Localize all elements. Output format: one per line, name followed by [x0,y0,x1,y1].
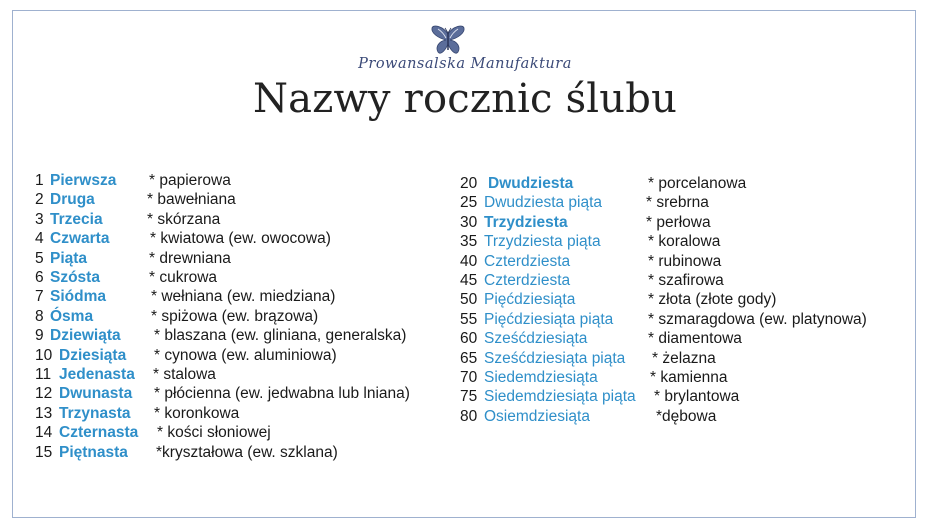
anniversary-name: Trzynasta [59,404,131,422]
anniversary-name: Czterdziesta [484,272,571,289]
anniversary-name: Piętnasta [59,443,128,461]
anniversary-description: * blaszana (ew. gliniana, generalska) [154,327,407,345]
anniversary-name: Czternasta [59,424,139,442]
anniversary-name: Sześćdziesiąta [484,330,588,348]
anniversary-name: Osiemdziesiąta [484,407,590,425]
anniversary-name: Trzecia [50,210,103,228]
anniversary-description: * cynowa (ew. aluminiowa) [154,346,337,364]
anniversary-description: * stalowa [153,366,216,383]
anniversary-number: 12 [35,385,53,403]
anniversary-number: 75 [460,388,478,406]
anniversary-number: 35 [460,233,478,251]
anniversary-description: * perłowa [646,213,711,231]
butterfly-icon [429,24,467,58]
anniversary-number: 60 [460,330,478,348]
anniversary-number: 13 [35,404,53,422]
anniversary-description: *dębowa [656,407,717,425]
anniversary-name: Pięćdziesiąta [484,291,576,309]
anniversary-name: Czwarta [50,230,110,248]
anniversary-number: 25 [460,194,478,212]
anniversary-description: * brylantowa [654,388,740,406]
anniversary-name: Czterdziesta [484,252,571,270]
anniversary-name: Dwudziesta [488,175,574,192]
anniversary-number: 1 [35,172,44,189]
anniversary-number: 14 [35,424,53,442]
anniversary-name: Piąta [50,249,88,267]
anniversary-number: 5 [35,249,44,267]
anniversary-number: 80 [460,407,478,425]
anniversary-description: * szafirowa [648,272,724,289]
anniversary-number: 9 [35,327,44,345]
anniversary-description: * żelazna [652,349,716,367]
anniversary-description: * papierowa [149,172,231,189]
anniversary-name: Siedemdziesiąta [484,369,598,386]
anniversary-number: 4 [35,230,44,248]
anniversary-description: * skórzana [147,210,221,228]
anniversary-name: Jedenasta [59,366,135,383]
anniversary-description: * kamienna [650,369,728,386]
anniversary-number: 15 [35,443,53,461]
anniversary-name: Pięćdziesiąta piąta [484,310,614,328]
anniversary-description: * kości słoniowej [157,424,271,442]
anniversary-number: 30 [460,213,478,231]
anniversary-number: 70 [460,369,478,386]
anniversary-number: 45 [460,272,478,289]
anniversary-number: 7 [35,288,44,306]
anniversary-description: * rubinowa [648,252,722,270]
anniversary-description: * spiżowa (ew. brązowa) [151,307,319,325]
anniversary-description: * wełniana (ew. miedziana) [151,288,336,306]
anniversary-description: * srebrna [646,194,709,212]
anniversary-description: * bawełniana [147,191,236,209]
anniversary-name: Pierwsza [50,172,117,189]
anniversary-number: 65 [460,349,478,367]
anniversary-description: * porcelanowa [648,175,747,192]
anniversary-name: Trzydziesta [484,213,568,231]
anniversary-number: 8 [35,307,44,325]
anniversary-number: 20 [460,175,478,192]
anniversary-number: 2 [35,191,44,209]
anniversary-name: Dziesiąta [59,346,127,364]
anniversary-name: Szósta [50,269,100,286]
anniversary-description: * płócienna (ew. jedwabna lub lniana) [154,385,410,403]
anniversary-description: * złota (złote gody) [648,291,777,309]
anniversary-number: 55 [460,310,478,328]
anniversary-description: * diamentowa [648,330,742,348]
anniversary-number: 11 [35,366,52,383]
anniversary-description: *kryształowa (ew. szklana) [156,443,338,461]
anniversary-name: Siódma [50,288,106,306]
anniversary-name: Ósma [50,307,94,325]
left-column [35,171,455,471]
right-column [460,174,910,434]
anniversary-name: Trzydziesta piąta [484,233,601,251]
anniversary-name: Sześćdziesiąta piąta [484,349,626,367]
anniversary-name: Dziewiąta [50,327,121,345]
anniversary-description: * szmaragdowa (ew. platynowa) [648,310,867,328]
page-title: Nazwy rocznic ślubu [252,76,678,122]
anniversary-description: * drewniana [149,249,231,267]
anniversary-name: Druga [50,191,95,209]
anniversary-number: 40 [460,252,478,270]
anniversary-name: Siedemdziesiąta piąta [484,388,636,406]
anniversary-name: Dwudziesta piąta [484,194,603,212]
anniversary-name: Dwunasta [59,385,133,403]
anniversary-number: 10 [35,346,53,364]
brand-name: Prowansalska Manufaktura [358,56,572,72]
anniversary-description: * kwiatowa (ew. owocowa) [150,230,331,248]
anniversary-description: * koronkowa [154,404,240,422]
anniversary-description: * koralowa [648,233,721,251]
anniversary-description: * cukrowa [149,269,218,286]
anniversary-number: 50 [460,291,478,309]
anniversary-number: 3 [35,210,44,228]
anniversary-number: 6 [35,269,44,286]
